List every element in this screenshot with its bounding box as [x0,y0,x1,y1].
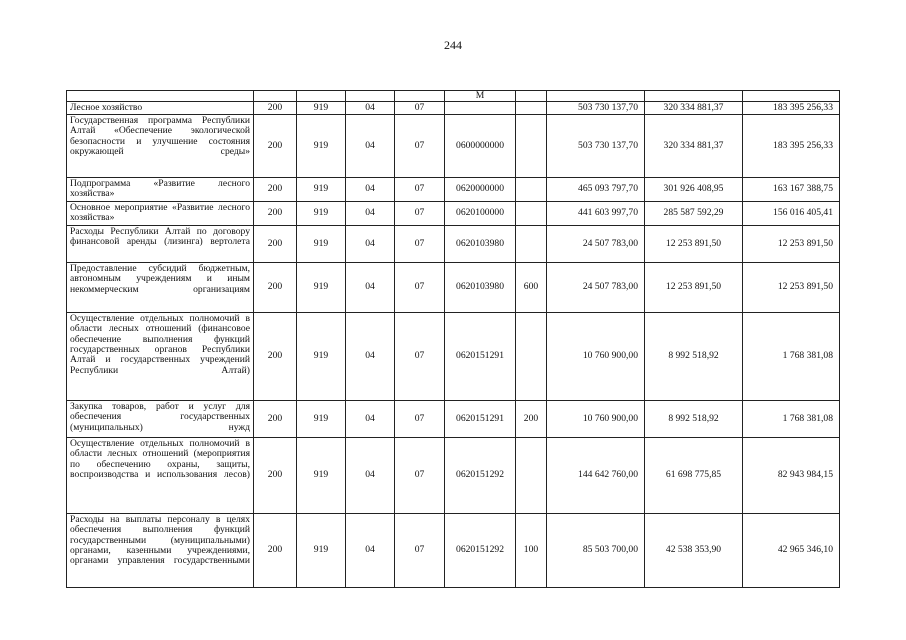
col-ministry: 919 [297,114,346,177]
col-ministry: 919 [297,201,346,225]
col-amount-1: 465 093 797,70 [547,177,645,201]
header-cell [67,91,254,102]
col-amount-3: 1 768 381,08 [743,312,840,400]
table-header-row [67,91,840,102]
col-subsection: 07 [395,114,445,177]
col-section: 04 [346,225,395,262]
col-section: 04 [346,201,395,225]
col-target [445,102,516,114]
col-amount-3: 82 943 984,15 [743,437,840,513]
col-admin: 200 [254,114,297,177]
header-cell [645,91,743,102]
col-admin: 200 [254,201,297,225]
col-amount-1: 24 507 783,00 [547,262,645,312]
col-amount-1: 24 507 783,00 [547,225,645,262]
row-name: Расходы Республики Алтай по договору финансовой аренды (лизинга) вертолета [67,225,254,262]
table-row [67,312,840,400]
col-amount-3: 183 395 256,33 [743,102,840,114]
col-amount-3: 183 395 256,33 [743,114,840,177]
col-type [516,201,547,225]
table-row [67,400,840,437]
col-admin: 200 [254,102,297,114]
col-ministry: 919 [297,225,346,262]
table-row [67,513,840,587]
header-cell [395,91,445,102]
col-amount-2: 301 926 408,95 [645,177,743,201]
col-subsection: 07 [395,177,445,201]
col-amount-2: 12 253 891,50 [645,262,743,312]
col-ministry: 919 [297,400,346,437]
col-amount-2: 320 334 881,37 [645,114,743,177]
header-cell [547,91,645,102]
col-type: 100 [516,513,547,587]
col-type [516,225,547,262]
col-subsection: 07 [395,262,445,312]
row-name: Государственная программа Республики Алтай «Обеспечение экологической безопасности и улучшение состояния окружающей среды» [67,114,254,177]
table-body [67,91,840,588]
col-amount-1: 503 730 137,70 [547,102,645,114]
col-type [516,102,547,114]
col-amount-1: 10 760 900,00 [547,312,645,400]
col-ministry: 919 [297,177,346,201]
col-amount-2: 285 587 592,29 [645,201,743,225]
col-section: 04 [346,513,395,587]
col-target: 0620100000 [445,201,516,225]
col-target: 0620151292 [445,513,516,587]
header-cell: М [445,91,516,102]
col-amount-3: 12 253 891,50 [743,262,840,312]
col-section: 04 [346,262,395,312]
col-target: 0620151291 [445,400,516,437]
col-subsection: 07 [395,225,445,262]
col-subsection: 07 [395,437,445,513]
col-admin: 200 [254,262,297,312]
col-amount-2: 8 992 518,92 [645,400,743,437]
table-row [67,262,840,312]
col-type: 600 [516,262,547,312]
col-admin: 200 [254,400,297,437]
col-amount-2: 8 992 518,92 [645,312,743,400]
col-type [516,177,547,201]
row-name: Основное мероприятие «Развитие лесного хозяйства» [67,201,254,225]
col-subsection: 07 [395,201,445,225]
col-subsection: 07 [395,513,445,587]
col-subsection: 07 [395,400,445,437]
col-type: 200 [516,400,547,437]
col-amount-1: 85 503 700,00 [547,513,645,587]
col-section: 04 [346,102,395,114]
col-section: 04 [346,400,395,437]
table-row [67,114,840,177]
header-cell [516,91,547,102]
header-cell [254,91,297,102]
header-cell [346,91,395,102]
col-section: 04 [346,312,395,400]
col-type [516,114,547,177]
table-row [67,177,840,201]
col-ministry: 919 [297,437,346,513]
col-amount-2: 42 538 353,90 [645,513,743,587]
col-target: 0620151291 [445,312,516,400]
col-ministry: 919 [297,312,346,400]
col-amount-2: 12 253 891,50 [645,225,743,262]
col-target: 0620103980 [445,262,516,312]
col-amount-1: 144 642 760,00 [547,437,645,513]
col-target: 0620103980 [445,225,516,262]
col-type [516,312,547,400]
header-cell [743,91,840,102]
row-name: Осуществление отдельных полномочий в области лесных отношений (мероприятия по обеспечению охраны, защиты, воспроизводства и использования лесов) [67,437,254,513]
table-row [67,102,840,114]
col-section: 04 [346,114,395,177]
header-cell [297,91,346,102]
page-number: 244 [444,38,462,52]
col-amount-1: 441 603 997,70 [547,201,645,225]
col-amount-2: 320 334 881,37 [645,102,743,114]
col-ministry: 919 [297,102,346,114]
col-amount-2: 61 698 775,85 [645,437,743,513]
col-section: 04 [346,437,395,513]
row-name: Подпрограмма «Развитие лесного хозяйства» [67,177,254,201]
col-admin: 200 [254,177,297,201]
col-admin: 200 [254,513,297,587]
col-amount-3: 156 016 405,41 [743,201,840,225]
col-subsection: 07 [395,102,445,114]
col-type [516,437,547,513]
row-name: Расходы на выплаты персоналу в целях обеспечения выполнения функций государственными (муниципальными) органами, казенными учреждениями, органами управления государственными [67,513,254,587]
budget-table [66,90,840,588]
row-name: Закупка товаров, работ и услуг для обеспечения государственных (муниципальных) нужд [67,400,254,437]
row-name: Осуществление отдельных полномочий в области лесных отношений (финансовое обеспечение выполнения функций государственных органов Республики Алтай и государственных учреждений Республики Алтай) [67,312,254,400]
col-admin: 200 [254,225,297,262]
col-admin: 200 [254,312,297,400]
col-section: 04 [346,177,395,201]
table-row [67,437,840,513]
col-amount-3: 42 965 346,10 [743,513,840,587]
col-ministry: 919 [297,513,346,587]
col-target: 0620151292 [445,437,516,513]
row-name: Предоставление субсидий бюджетным, автономным учреждениям и иным некоммерческим организациям [67,262,254,312]
col-amount-3: 12 253 891,50 [743,225,840,262]
col-admin: 200 [254,437,297,513]
col-subsection: 07 [395,312,445,400]
table-row [67,201,840,225]
col-target: 0620000000 [445,177,516,201]
col-amount-3: 1 768 381,08 [743,400,840,437]
row-name: Лесное хозяйство [67,102,254,114]
col-amount-1: 10 760 900,00 [547,400,645,437]
col-target: 0600000000 [445,114,516,177]
table-row [67,225,840,262]
col-amount-3: 163 167 388,75 [743,177,840,201]
col-ministry: 919 [297,262,346,312]
col-amount-1: 503 730 137,70 [547,114,645,177]
